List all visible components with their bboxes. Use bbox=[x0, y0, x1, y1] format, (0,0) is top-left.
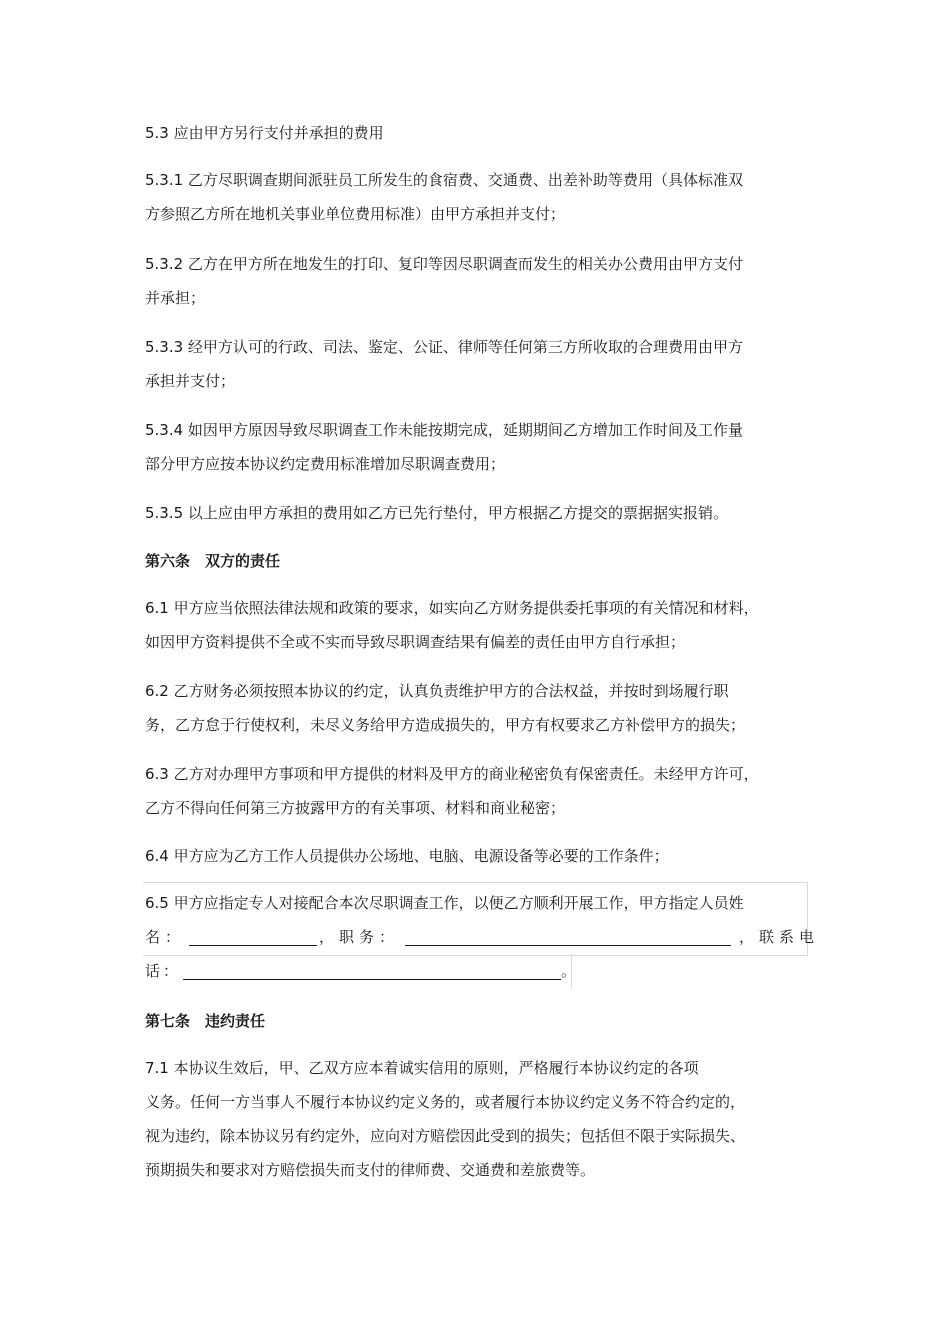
paragraph-line: 义务。任何一方当事人不履行本协议约定义务的，或者履行本协议约定义务不符合约定的， bbox=[145, 1093, 746, 1111]
sentence-end: 。 bbox=[561, 962, 577, 980]
phone-label-part2: 话： bbox=[145, 962, 182, 980]
clause-5-3-5 bbox=[145, 496, 809, 530]
paragraph-line: 7.1 本协议生效后，甲、乙双方应本着诚实信用的原则，严格履行本协议约定的各项 bbox=[145, 1059, 699, 1077]
name-label: 名： bbox=[145, 928, 186, 946]
paragraph-line: 5.3.4 如因甲方原因导致尽职调查工作未能按期完成，延期期间乙方增加工作时间及工作量 bbox=[145, 421, 743, 439]
paragraph-line: 6.3 乙方对办理甲方事项和甲方提供的材料及甲方的商业秘密负有保密责任。未经甲方许可， bbox=[145, 765, 759, 783]
name-blank-field[interactable] bbox=[189, 927, 317, 946]
position-label: ，职务： bbox=[319, 928, 400, 946]
paragraph-line: 部分甲方应按本协议约定费用标准增加尽职调查费用； bbox=[145, 455, 506, 473]
paragraph-line: 5.3 应由甲方另行支付并承担的费用 bbox=[145, 124, 384, 142]
position-blank-field[interactable] bbox=[405, 927, 731, 946]
phone-field-line bbox=[145, 954, 809, 988]
paragraph-line: 承担并支付； bbox=[145, 372, 236, 390]
paragraph-line: 乙方不得向任何第三方披露甲方的有关事项、材料和商业秘密； bbox=[145, 799, 566, 817]
clause-5-3-2 bbox=[145, 247, 809, 315]
article-6-heading bbox=[145, 544, 809, 578]
clause-6-5-form bbox=[143, 882, 820, 990]
phone-blank-field[interactable] bbox=[183, 961, 561, 980]
article-7-heading bbox=[145, 1004, 809, 1038]
paragraph-line: 6.2 乙方财务必须按照本协议的约定，认真负责维护甲方的合法权益，并按时到场履行职 bbox=[145, 682, 729, 700]
phone-label-part1: ，联系电 bbox=[739, 928, 820, 946]
clause-6-3 bbox=[145, 757, 809, 825]
paragraph-line: 5.3.1 乙方尽职调查期间派驻员工所发生的食宿费、交通费、出差补助等费用（具体标准双 bbox=[145, 171, 743, 189]
paragraph-line: 6.5 甲方应指定专人对接配合本次尽职调查工作，以便乙方顺利开展工作，甲方指定人员姓 bbox=[145, 894, 744, 912]
paragraph-line: 6.1 甲方应当依照法律法规和政策的要求，如实向乙方财务提供委托事项的有关情况和材料， bbox=[145, 599, 759, 617]
paragraph-line: 如因甲方资料提供不全或不实而导致尽职调查结果有偏差的责任由甲方自行承担； bbox=[145, 633, 686, 651]
heading-text: 第六条 双方的责任 bbox=[145, 552, 281, 570]
paragraph-line: 视为违约，除本协议另有约定外，应向对方赔偿因此受到的损失；包括但不限于实际损失、 bbox=[145, 1127, 746, 1145]
paragraph-line: 务，乙方怠于行使权利，未尽义务给甲方造成损失的，甲方有权要求乙方补偿甲方的损失； bbox=[145, 716, 746, 734]
contact-fields-line bbox=[145, 920, 820, 954]
paragraph-line: 预期损失和要求对方赔偿损失而支付的律师费、交通费和差旅费等。 bbox=[145, 1161, 596, 1179]
section-5-3-title bbox=[145, 116, 809, 150]
clause-6-2 bbox=[145, 674, 809, 742]
paragraph-line: 6.4 甲方应为乙方工作人员提供办公场地、电脑、电源设备等必要的工作条件； bbox=[145, 847, 669, 865]
heading-text: 第七条 违约责任 bbox=[145, 1012, 266, 1030]
clause-5-3-3 bbox=[145, 330, 809, 398]
clause-6-4 bbox=[145, 839, 809, 873]
clause-7-1 bbox=[145, 1051, 809, 1187]
clause-6-1 bbox=[145, 591, 809, 659]
paragraph-line: 5.3.3 经甲方认可的行政、司法、鉴定、公证、律师等任何第三方所收取的合理费用由甲方 bbox=[145, 338, 743, 356]
paragraph-line: 5.3.2 乙方在甲方所在地发生的打印、复印等因尽职调查而发生的相关办公费用由甲方支付 bbox=[145, 255, 743, 273]
paragraph-line: 方参照乙方所在地机关事业单位费用标准）由甲方承担并支付； bbox=[145, 205, 566, 223]
clause-5-3-1 bbox=[145, 163, 809, 231]
clause-5-3-4 bbox=[145, 413, 809, 481]
paragraph-line: 并承担； bbox=[145, 289, 206, 307]
paragraph-line: 5.3.5 以上应由甲方承担的费用如乙方已先行垫付，甲方根据乙方提交的票据据实报销。 bbox=[145, 504, 728, 522]
